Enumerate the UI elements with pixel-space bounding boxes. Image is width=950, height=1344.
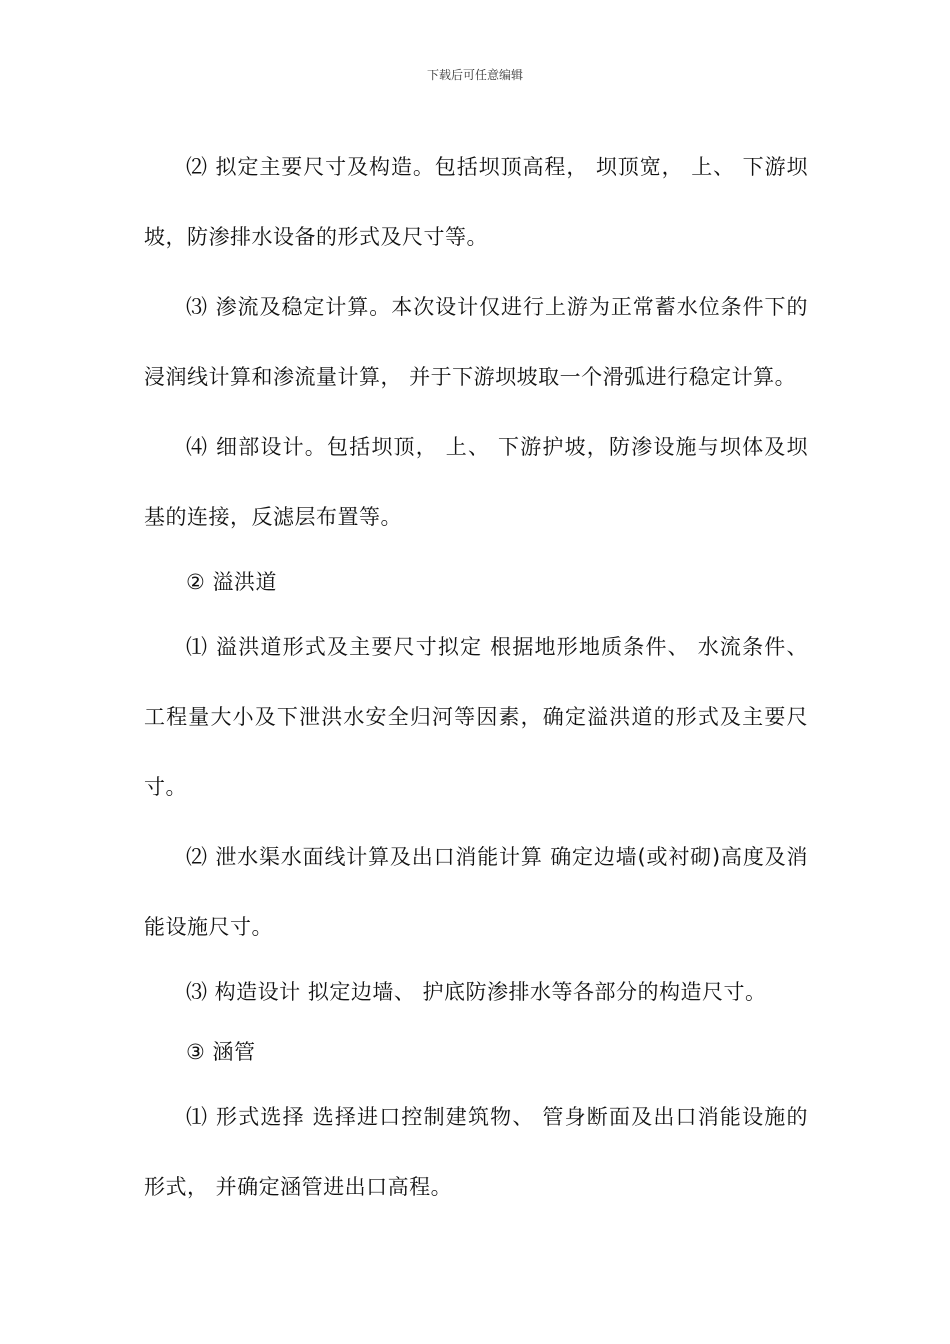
- paragraph-water-surface: ⑵ 泄水渠水面线计算及出口消能计算 确定边墙(或衬砌)高度及消能设施尺寸。: [144, 845, 808, 939]
- document-body: [144, 132, 808, 1222]
- paragraph-structure-design: ⑶ 构造设计 拟定边墙、 护底防渗排水等各部分的构造尺寸。: [186, 980, 767, 1004]
- paragraph-spillway-form: ⑴ 溢洪道形式及主要尺寸拟定 根据地形地质条件、 水流条件、 工程量大小及下泄洪水安全归河等因素，确定溢洪道的形式及主要尺寸。: [144, 635, 808, 799]
- page-header: 下载后可任意编辑: [426, 68, 523, 82]
- paragraph-main-dimensions: ⑵ 拟定主要尺寸及构造。包括坝顶高程， 坝顶宽， 上、 下游坝坡，防渗排水设备的形式及尺寸等。: [144, 155, 808, 249]
- paragraph-culvert-form: ⑴ 形式选择 选择进口控制建筑物、 管身断面及出口消能设施的形式， 并确定涵管进出口高程。: [144, 1105, 808, 1199]
- section-heading-culvert: ③ 涵管: [186, 1040, 256, 1064]
- paragraph-seepage-stability: ⑶ 渗流及稳定计算。本次设计仅进行上游为正常蓄水位条件下的浸润线计算和渗流量计算， 并于下游坝坡取一个滑弧进行稳定计算。: [144, 295, 808, 389]
- section-heading-spillway: ② 溢洪道: [186, 570, 278, 594]
- paragraph-detail-design: ⑷ 细部设计。包括坝顶， 上、 下游护坡，防渗设施与坝体及坝基的连接，反滤层布置等。: [144, 435, 808, 529]
